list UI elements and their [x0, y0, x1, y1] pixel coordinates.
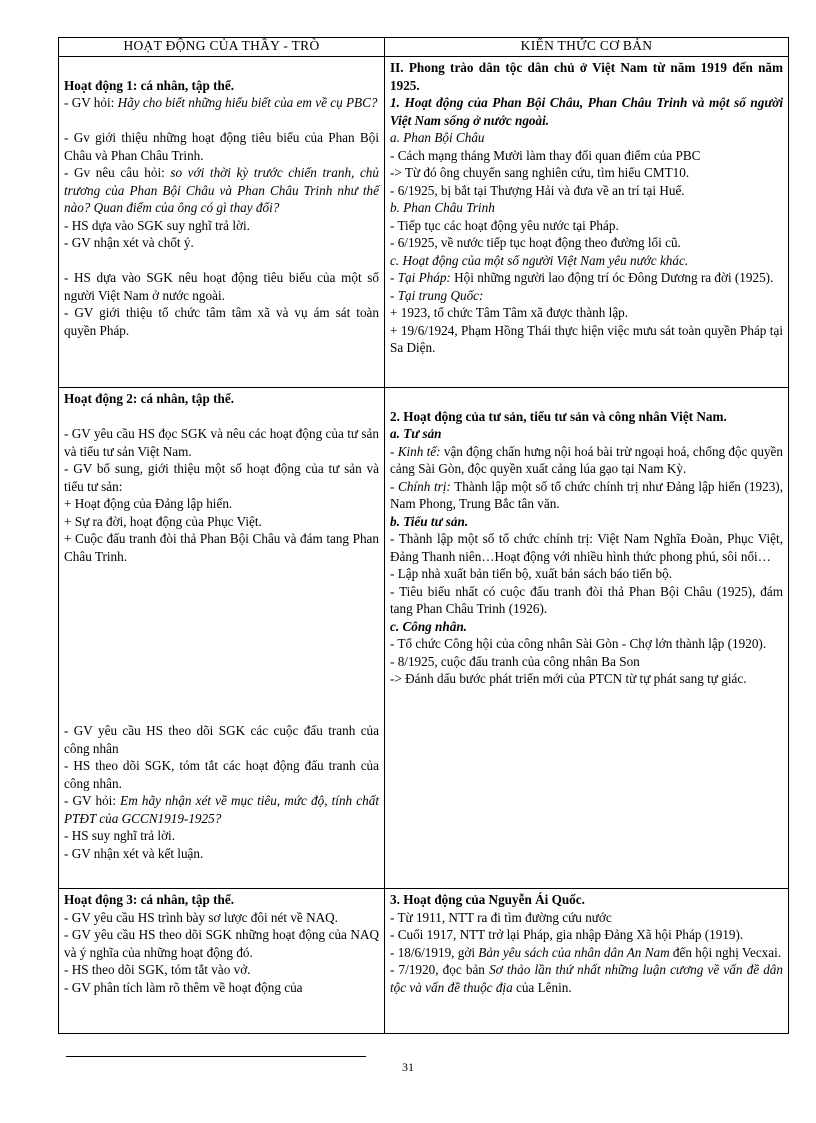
text-span: vận động chấn hưng nội hoá bài trừ ngoại hoá, chống độc quyền cảng Sài Gòn, độc quyền xuất cảng lúa gạo tại Nam Kỳ. [390, 443, 783, 476]
activity-2-line: - HS theo dõi SGK, tóm tắt các hoạt động đấu tranh của công nhân. [64, 758, 379, 791]
knowledge-line [390, 269, 783, 287]
activity-3-line: - GV phân tích làm rõ thêm về hoạt động của [64, 979, 303, 995]
activity-2-line: + Sự ra đời, hoạt động của Phục Việt. [64, 513, 262, 529]
activity-1-line [64, 94, 379, 112]
text-span: - 18/6/1919, gởi [390, 944, 479, 960]
subsection-2-title: 2. Hoạt động của tư sản, tiểu tư sản và công nhân Việt Nam. [390, 408, 727, 424]
activity-3-line: - HS theo dõi SGK, tóm tắt vào vở. [64, 962, 251, 977]
table-row [59, 388, 789, 889]
section-2-title: II. Phong trào dân tộc dân chủ ở Việt Nam từ năm 1919 đến năm 1925. [390, 60, 783, 93]
document-title: Sơ thảo lần thứ nhất những luận cương về vấn đề dân tộc và vấn đề thuộc địa [390, 962, 783, 995]
activity-2-line: - HS suy nghĩ trả lời. [64, 828, 176, 843]
knowledge-line: - 8/1925, cuộc đấu tranh của công nhân Ba Son [390, 653, 640, 669]
activity-3-cell [59, 889, 385, 1034]
lesson-table-container [58, 37, 788, 1034]
activity-3-title: Hoạt động 3: cá nhân, tập thể. [64, 892, 234, 907]
subheading-a: a. Phan Bội Châu [390, 130, 485, 145]
text-span: Thành lập một số tổ chức chính trị như Đảng lập hiến (1923), Nam Phong, Trung Bắc tân văn. [390, 478, 783, 511]
knowledge-line: - Tại trung Quốc: [390, 287, 484, 303]
table-row [59, 889, 789, 1034]
activity-1-line: - Gv giới thiệu những hoạt động tiêu biểu của Phan Bội Châu và Phan Châu Trinh. [64, 130, 379, 163]
text-span: - GV hỏi: [64, 793, 121, 808]
label-text: - Tại Pháp: [390, 270, 451, 285]
text-span: - 7/1920, đọc bản [390, 962, 490, 977]
question-text: Hãy cho biết những hiểu biết của em về cụ PBC? [117, 95, 378, 110]
activity-3-line: - GV yêu cầu HS trình bày sơ lược đôi nét về NAQ. [64, 909, 338, 925]
knowledge-2-cell [385, 388, 789, 889]
text-span: - Gv nêu câu hỏi: [64, 165, 171, 180]
activity-1-line [64, 164, 379, 217]
subsection-1-title: 1. Hoạt động của Phan Bội Châu, Phan Châu Trinh và một số người Việt Nam sống ở nước ngoài. [390, 95, 783, 128]
knowledge-line: - 6/1925, về nước tiếp tục hoạt động theo đường lối cũ. [390, 235, 681, 250]
text-span: Hội những người lao động trí óc Đông Dương ra đời (1925). [450, 270, 774, 285]
activity-2-title: Hoạt động 2: cá nhân, tập thể. [64, 391, 234, 406]
activity-2-line: + Hoạt động của Đảng lập hiến. [64, 496, 233, 511]
activity-1-line: - HS dựa vào SGK nêu hoạt động tiêu biểu của một số người Việt Nam ở nước ngoài. [64, 270, 379, 303]
label-text: - Chính trị: [390, 478, 451, 494]
activity-2-cell [59, 388, 385, 889]
text-span: của Lênin. [512, 979, 572, 995]
page-number: 31 [402, 1060, 414, 1074]
activity-2-line: + Cuộc đấu tranh đòi thả Phan Bội Châu và đám tang Phan Châu Trinh. [64, 531, 379, 564]
question-text: Em hãy nhận xét về mục tiêu, mức độ, tính chất PTĐT của GCCN1919-1925? [64, 793, 379, 826]
activity-2-line: - GV bổ sung, giới thiệu một số hoạt động của tư sản và tiểu tư sản: [64, 461, 379, 494]
question-text: so với thời kỳ trước chiến tranh, chủ trương của Phan Bội Châu và Phan Châu Trinh như thế nào? Quan điểm của ông có gì thay đổi? [64, 165, 379, 215]
activity-2-line [64, 792, 379, 827]
knowledge-line: + 1923, tổ chức Tâm Tâm xã được thành lập. [390, 305, 629, 320]
knowledge-line: - Cách mạng tháng Mười làm thay đổi quan điểm của PBC [390, 147, 701, 163]
activity-2-line: - GV nhận xét và kết luận. [64, 845, 204, 861]
knowledge-line: - Tiêu biểu nhất có cuộc đấu tranh đòi thả Phan Bội Châu (1925), đám tang Phan Châu Trinh (1926). [390, 583, 783, 616]
activity-1-cell [59, 57, 385, 388]
activity-1-line: - GV nhận xét và chốt ý. [64, 235, 194, 250]
knowledge-line: - 6/1925, bị bắt tại Thượng Hải và đưa về an trí tại Huế. [390, 182, 685, 198]
lesson-table [58, 37, 789, 1034]
knowledge-line [390, 961, 783, 996]
header-basic-knowledge: KIẾN THỨC CƠ BẢN [385, 38, 789, 57]
knowledge-line: - Thành lập một số tổ chức chính trị: Việt Nam Nghĩa Đoàn, Phục Việt, Đảng Thanh niên…Hoạt động với nhiều hình thức phong phú, sôi nổi… [390, 531, 783, 564]
footnote-separator [66, 1056, 366, 1057]
activity-2-line: - GV yêu cầu HS đọc SGK và nêu các hoạt động của tư sản và tiểu tư sản Việt Nam. [64, 426, 379, 459]
knowledge-line: - Tiếp tục các hoạt động yêu nước tại Pháp. [390, 217, 619, 233]
knowledge-line: - Từ 1911, NTT ra đi tìm đường cứu nước [390, 909, 612, 925]
knowledge-line [390, 478, 783, 513]
activity-1-line: - GV giới thiệu tổ chức tâm tâm xã và vụ ám sát toàn quyền Pháp. [64, 305, 379, 338]
knowledge-line: - Tổ chức Công hội của công nhân Sài Gòn - Chợ lớn thành lập (1920). [390, 636, 767, 651]
subheading-c: c. Công nhân. [390, 618, 467, 634]
text-span: đến hội nghị Vecxai. [669, 944, 782, 960]
subheading-c: c. Hoạt động của một số người Việt Nam yêu nước khác. [390, 252, 689, 268]
knowledge-line: - Lập nhà xuất bản tiến bộ, xuất bản sách báo tiến bộ. [390, 566, 672, 581]
activity-1-line: - HS dựa vào SGK suy nghĩ trả lời. [64, 217, 250, 233]
knowledge-line [390, 944, 783, 962]
subheading-a: a. Tư sản [390, 426, 442, 441]
document-title: Bản yêu sách của nhân dân An Nam [478, 944, 670, 960]
knowledge-line: -> Đánh dấu bước phát triển mới của PTCN từ tự phát sang tự giác. [390, 671, 747, 686]
knowledge-line: -> Từ đó ông chuyển sang nghiên cứu, tìm hiểu CMT10. [390, 165, 690, 180]
table-header-row [59, 38, 789, 57]
knowledge-line [390, 443, 783, 478]
activity-1-title: Hoạt động 1: cá nhân, tập thể. [64, 77, 234, 93]
knowledge-line: - Cuối 1917, NTT trở lại Pháp, gia nhập Đảng Xã hội Pháp (1919). [390, 927, 744, 942]
header-teacher-student-activities: HOẠT ĐỘNG CỦA THẦY - TRÒ [59, 38, 385, 57]
subheading-b: b. Tiểu tư sản. [390, 513, 469, 529]
knowledge-line: + 19/6/1924, Phạm Hồng Thái thực hiện việc mưu sát toàn quyền Pháp tại Sa Diện. [390, 322, 783, 355]
knowledge-1-cell [385, 57, 789, 388]
knowledge-3-cell [385, 889, 789, 1034]
subheading-b: b. Phan Châu Trinh [390, 200, 495, 215]
subsection-3-title: 3. Hoạt động của Nguyễn Ái Quốc. [390, 892, 585, 907]
table-row [59, 57, 789, 388]
activity-3-line: - GV yêu cầu HS theo dõi SGK những hoạt động của NAQ và ý nghĩa của những hoạt động đó. [64, 927, 379, 960]
text-span: - GV hỏi: [64, 95, 118, 110]
label-text: - Kinh tế: [390, 443, 441, 459]
activity-2-line: - GV yêu cầu HS theo dõi SGK các cuộc đấu tranh của công nhân [64, 723, 379, 756]
